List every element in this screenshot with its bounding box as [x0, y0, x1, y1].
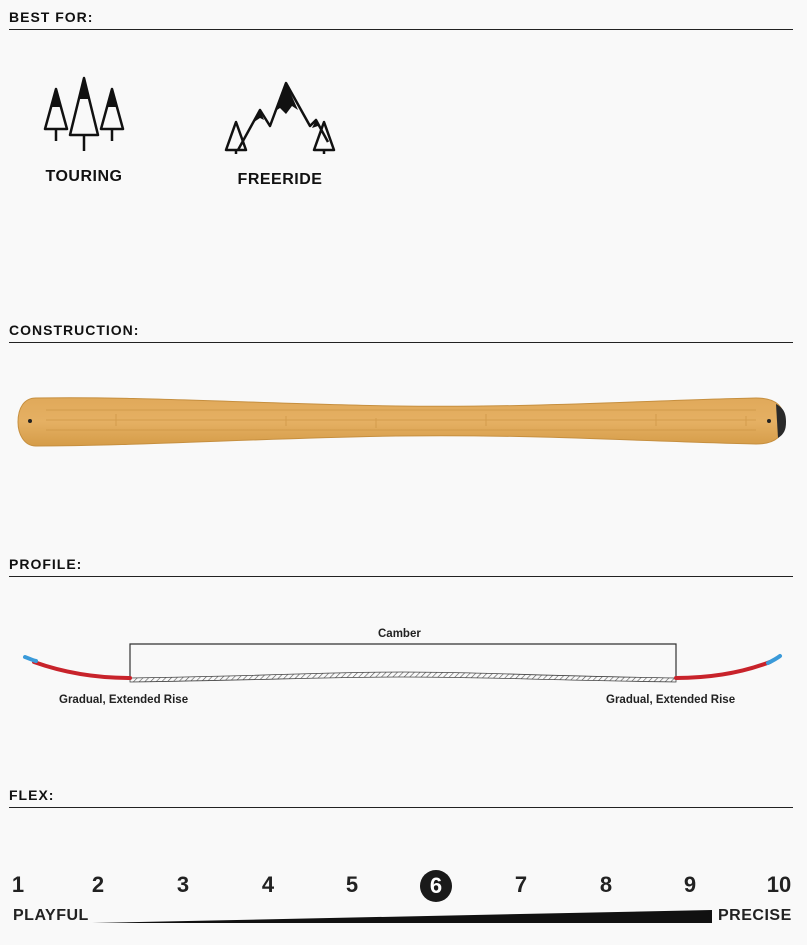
- flex-precise-label: PRECISE: [718, 907, 792, 924]
- ski-profile-diagram: [22, 640, 784, 693]
- flex-wedge: [92, 910, 714, 929]
- freeride-item: [222, 80, 338, 189]
- touring-label: TOURING: [45, 168, 123, 185]
- bamboo-ski-core-image: [16, 392, 786, 455]
- tip-rise-label: Gradual, Extended Rise: [59, 694, 189, 706]
- profile-rule: [9, 576, 793, 577]
- flex-value-5: 5: [345, 872, 359, 897]
- flex-value-6-selected: 6: [420, 870, 452, 902]
- tail-rise-label: Gradual, Extended Rise: [606, 694, 736, 706]
- flex-playful-label: PLAYFUL: [13, 907, 89, 924]
- flex-value-4: 4: [261, 872, 275, 897]
- flex-value-1: 1: [11, 872, 25, 897]
- flex-title: FLEX:: [9, 787, 55, 803]
- touring-item: [39, 75, 129, 186]
- profile-title: PROFILE:: [9, 556, 83, 572]
- camber-label: Camber: [378, 628, 421, 640]
- construction-rule: [9, 342, 793, 343]
- flex-value-10: 10: [766, 872, 792, 897]
- flex-rule: [9, 807, 793, 808]
- flex-value-2: 2: [91, 872, 105, 897]
- mountain-icon: [224, 141, 336, 158]
- best-for-title: BEST FOR:: [9, 9, 94, 25]
- flex-value-9: 9: [683, 872, 697, 897]
- trees-icon: [42, 142, 126, 159]
- flex-value-3: 3: [176, 872, 190, 897]
- flex-value-8: 8: [599, 872, 613, 897]
- flex-value-7: 7: [514, 872, 528, 897]
- best-for-rule: [9, 29, 793, 30]
- construction-title: CONSTRUCTION:: [9, 322, 140, 338]
- freeride-label: FREERIDE: [237, 171, 323, 188]
